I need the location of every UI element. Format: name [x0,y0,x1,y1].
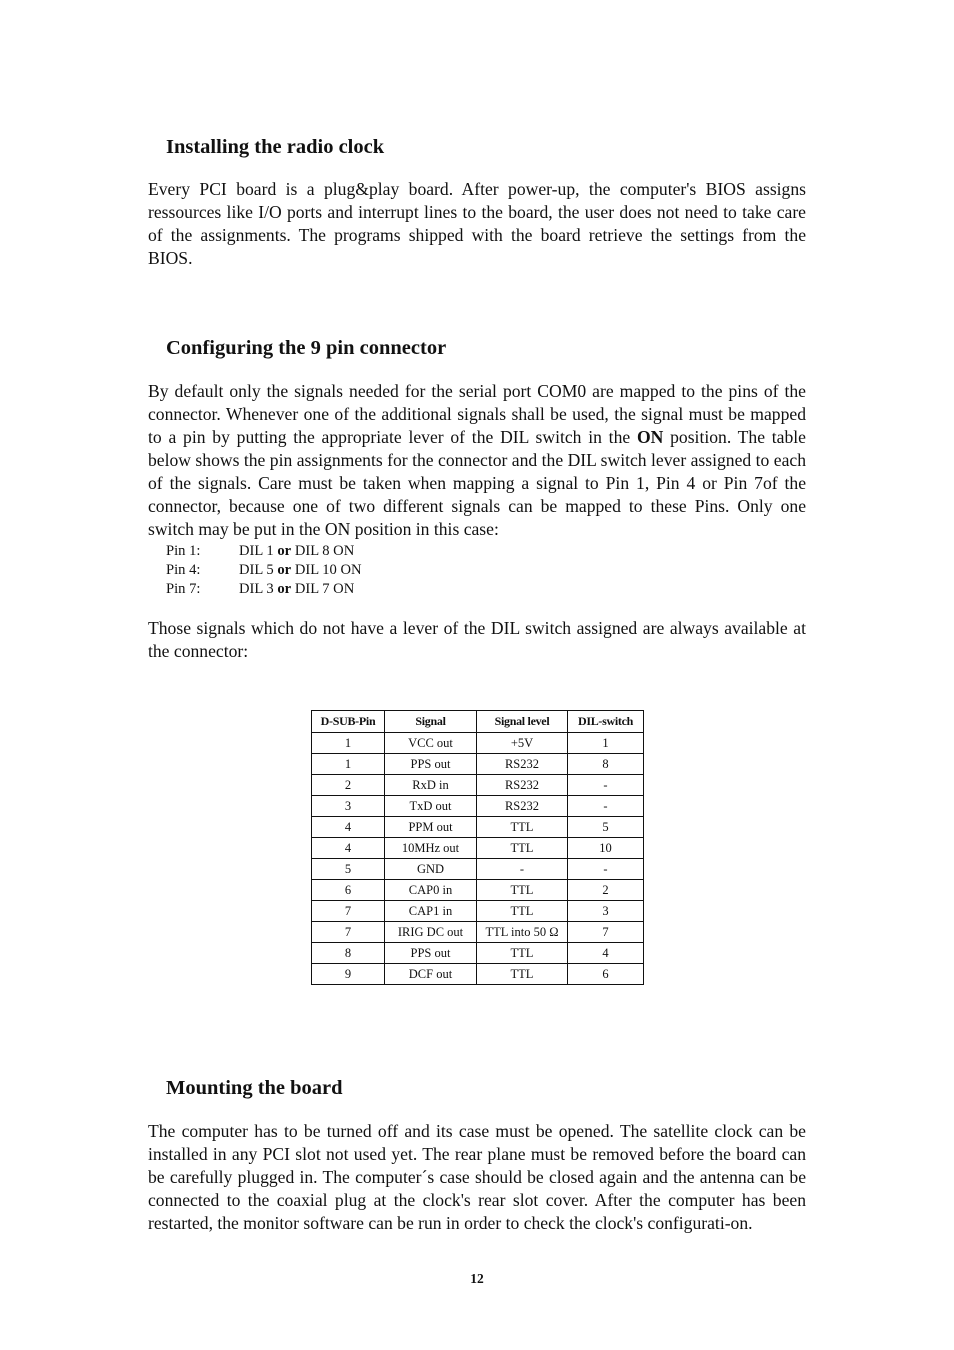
dil-b: DIL 8 ON [294,543,355,559]
cell-signal: CAP0 in [385,880,477,901]
cell-dil: 8 [568,754,644,775]
cell-dil: - [568,796,644,817]
cell-level: TTL [477,964,568,985]
cell-signal: CAP1 in [385,901,477,922]
pin-label: Pin 1: [166,543,201,559]
paragraph-configuring [148,380,806,541]
pin-label: Pin 4: [166,562,201,578]
cell-level: RS232 [477,796,568,817]
paragraph-configuring-on: ON [636,427,664,447]
cell-pin: 1 [312,733,385,754]
table-row [312,754,644,775]
or-word: or [277,543,292,559]
table-row [312,733,644,754]
cell-level: TTL [477,838,568,859]
cell-signal: GND [385,859,477,880]
table-row [312,922,644,943]
dil-b: DIL 7 ON [294,581,355,597]
table-row [312,859,644,880]
cell-dil: 10 [568,838,644,859]
cell-signal: DCF out [385,964,477,985]
cell-dil: 6 [568,964,644,985]
cell-level: TTL [477,943,568,964]
page-number: 12 [470,1271,484,1286]
cell-level: TTL [477,817,568,838]
cell-signal: IRIG DC out [385,922,477,943]
cell-level: TTL into 50 Ω [477,922,568,943]
header-dil-switch: DIL-switch [568,711,644,733]
pin-label: Pin 7: [166,581,201,597]
or-word: or [277,562,292,578]
cell-dil: 7 [568,922,644,943]
table-row [312,901,644,922]
cell-pin: 2 [312,775,385,796]
pin-rule [166,580,362,599]
cell-dil: 2 [568,880,644,901]
cell-pin: 4 [312,817,385,838]
table-body [312,733,644,985]
dil-b: DIL 10 ON [294,562,362,578]
cell-level: TTL [477,880,568,901]
paragraph-configuring-part1: By default only the signals needed for the serial port COM0 are mapped to the pins of the connector. Whenever one of the additional signals shall be used, the signal must be mapped to a pin by putting the appropriate lever of the DIL switch in the [148,381,806,447]
heading-installing: Installing the radio clock [166,136,385,158]
paragraph-mounting: The computer has to be turned off and its case must be opened. The satellite clock can be installed in any PCI slot not used yet. The rear plane must be removed before the board can be carefully plugged in. The computer´s case should be closed again and the antenna can be connected to the coaxial plug at the clock's rear slot cover. After the computer has been restarted, the monitor software can be run in order to check the clock's configurati-on. [148,1121,806,1233]
pin-rule [166,561,362,580]
cell-pin: 4 [312,838,385,859]
cell-level: TTL [477,901,568,922]
header-signal-level: Signal level [477,711,568,733]
cell-signal: RxD in [385,775,477,796]
cell-pin: 8 [312,943,385,964]
cell-dil: - [568,775,644,796]
cell-signal: PPS out [385,943,477,964]
header-signal: Signal [385,711,477,733]
cell-dil: - [568,859,644,880]
cell-level: - [477,859,568,880]
table-row [312,775,644,796]
cell-pin: 6 [312,880,385,901]
cell-pin: 1 [312,754,385,775]
cell-pin: 7 [312,922,385,943]
or-word: or [277,581,292,597]
heading-configuring: Configuring the 9 pin connector [166,337,447,359]
cell-level: RS232 [477,775,568,796]
heading-mounting: Mounting the board [166,1077,343,1099]
cell-dil: 1 [568,733,644,754]
pin-rules-list [166,542,362,599]
table-header-row [312,711,644,733]
cell-pin: 7 [312,901,385,922]
cell-signal: PPM out [385,817,477,838]
pin-rule [166,542,362,561]
cell-signal: PPS out [385,754,477,775]
cell-dil: 4 [568,943,644,964]
table-row [312,943,644,964]
dil-a: DIL 3 [239,581,274,597]
cell-level: +5V [477,733,568,754]
pin-assignment-table [311,710,644,985]
table-row [312,796,644,817]
cell-signal: TxD out [385,796,477,817]
cell-level: RS232 [477,754,568,775]
cell-signal: VCC out [385,733,477,754]
header-dsub-pin: D-SUB-Pin [312,711,385,733]
table-row [312,838,644,859]
cell-dil: 3 [568,901,644,922]
cell-pin: 5 [312,859,385,880]
cell-pin: 3 [312,796,385,817]
dil-a: DIL 5 [239,562,274,578]
dil-a: DIL 1 [239,543,274,559]
table-row [312,880,644,901]
paragraph-configuring-part2: position. The table below shows the pin assignments for the connector and the DIL switch lever assigned to each of the signals. Care must be taken when mapping a signal to Pin 1, Pin 4 or Pin 7of the connector, because one of two different signals can be mapped to these Pins. Only one switch may be put in the ON position in this case: [148,427,806,539]
table-row [312,817,644,838]
paragraph-available-signals: Those signals which do not have a lever of the DIL switch assigned are always available at the connector: [148,618,806,661]
cell-pin: 9 [312,964,385,985]
cell-signal: 10MHz out [385,838,477,859]
cell-dil: 5 [568,817,644,838]
paragraph-installing: Every PCI board is a plug&play board. After power-up, the computer's BIOS assigns ressources like I/O ports and interrupt lines to the board, the user does not need to take care of the assignments. The programs shipped with the board retrieve the settings from the BIOS. [148,179,806,268]
table-row [312,964,644,985]
